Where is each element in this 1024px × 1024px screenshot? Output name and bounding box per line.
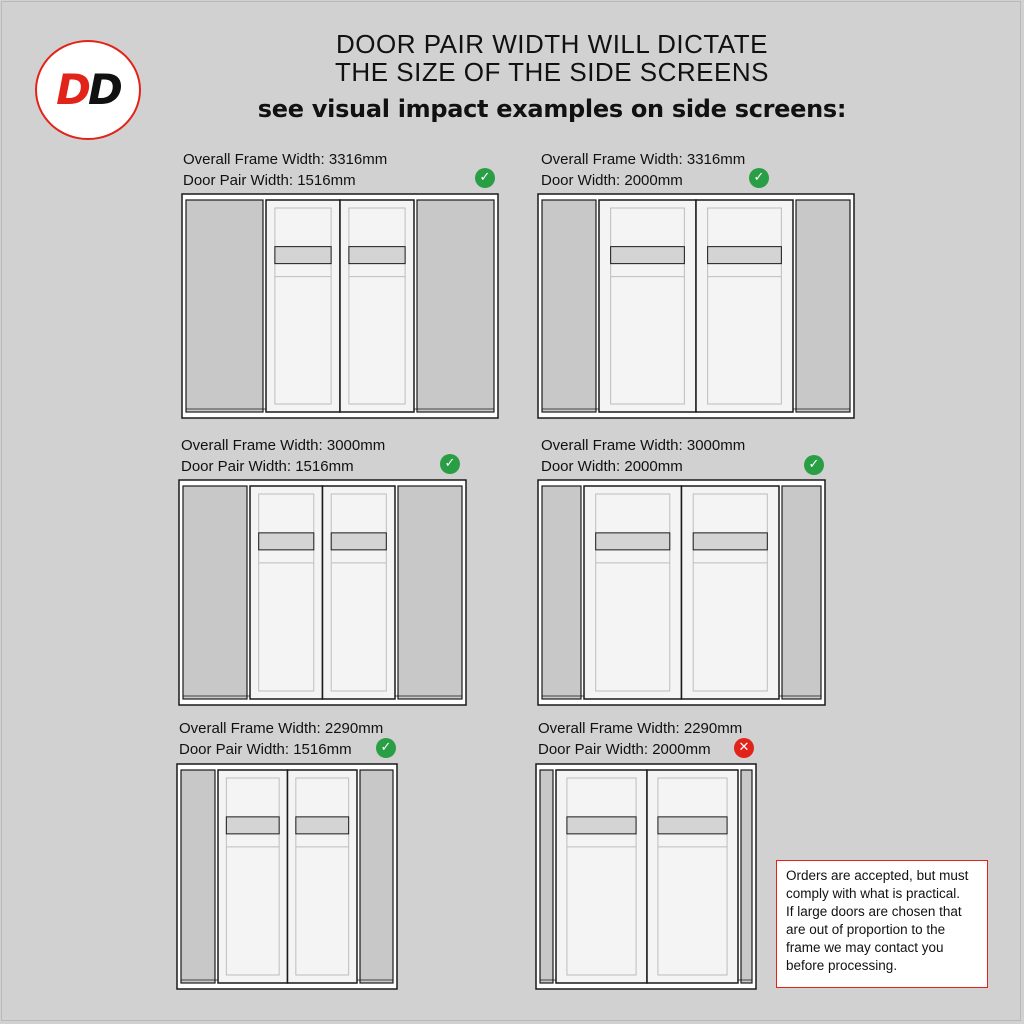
- example-1-frame-width: Overall Frame Width: 3316mm: [183, 151, 388, 168]
- practicality-note: [776, 860, 988, 988]
- example-2-frame: [538, 194, 854, 418]
- glass-strip: [296, 817, 349, 834]
- example-4-door-width: Door Width: 2000mm: [541, 458, 683, 475]
- example-5-frame-width: Overall Frame Width: 2290mm: [179, 720, 384, 737]
- glass-strip: [275, 247, 331, 264]
- subheading: see visual impact examples on side screens:: [257, 95, 847, 123]
- example-1-check-icon: ✓: [475, 168, 495, 188]
- note-line-5: frame we may contact you: [786, 940, 944, 955]
- left-side-screen: [542, 200, 596, 412]
- glass-strip: [349, 247, 405, 264]
- glass-strip: [259, 533, 314, 550]
- note-line-1: Orders are accepted, but must: [786, 868, 969, 883]
- example-6-cross-icon: ✕: [734, 738, 754, 758]
- example-2-check-icon: ✓: [749, 168, 769, 188]
- example-1-frame: [182, 194, 498, 418]
- example-4-frame: [538, 480, 825, 705]
- example-5-frame: [177, 764, 397, 989]
- glass-strip: [611, 247, 685, 264]
- right-door: [288, 770, 358, 983]
- right-side-screen: [796, 200, 850, 412]
- example-3-frame-width: Overall Frame Width: 3000mm: [181, 437, 386, 454]
- example-1-door-width: Door Pair Width: 1516mm: [183, 172, 356, 189]
- glass-strip: [226, 817, 279, 834]
- right-door: [323, 486, 396, 699]
- right-side-screen: [398, 486, 462, 699]
- headline-line-2: THE SIZE OF THE SIDE SCREENS: [335, 57, 769, 87]
- example-5-door-width: Door Pair Width: 1516mm: [179, 741, 352, 758]
- left-door: [556, 770, 647, 983]
- note-line-2: comply with what is practical.: [786, 886, 961, 901]
- note-line-6: before processing.: [786, 958, 898, 973]
- example-6-frame-width: Overall Frame Width: 2290mm: [538, 720, 743, 737]
- left-side-screen: [542, 486, 581, 699]
- right-door: [696, 200, 793, 412]
- example-5-check-icon: ✓: [376, 738, 396, 758]
- glass-strip: [331, 533, 386, 550]
- note-line-4: are out of proportion to the: [786, 922, 946, 937]
- left-side-screen: [181, 770, 215, 983]
- example-4-check-icon: ✓: [804, 455, 824, 475]
- example-4-frame-width: Overall Frame Width: 3000mm: [541, 437, 746, 454]
- left-door: [266, 200, 340, 412]
- right-side-screen: [782, 486, 821, 699]
- example-3-frame: [179, 480, 466, 705]
- example-6-frame: [536, 764, 756, 989]
- glass-strip: [596, 533, 670, 550]
- glass-strip: [658, 817, 727, 834]
- logo-lettering: DD: [56, 65, 120, 114]
- right-side-screen: [741, 770, 752, 983]
- glass-strip: [567, 817, 636, 834]
- example-2-frame-width: Overall Frame Width: 3316mm: [541, 151, 746, 168]
- glass-strip: [708, 247, 782, 264]
- glass-strip: [693, 533, 767, 550]
- right-door: [340, 200, 414, 412]
- left-door: [218, 770, 288, 983]
- headline-line-1: DOOR PAIR WIDTH WILL DICTATE: [336, 29, 768, 59]
- example-3-check-icon: ✓: [440, 454, 460, 474]
- left-door: [584, 486, 682, 699]
- left-door: [250, 486, 323, 699]
- left-side-screen: [540, 770, 553, 983]
- left-side-screen: [183, 486, 247, 699]
- example-2-door-width: Door Width: 2000mm: [541, 172, 683, 189]
- example-3-door-width: Door Pair Width: 1516mm: [181, 458, 354, 475]
- right-side-screen: [417, 200, 494, 412]
- note-line-3: If large doors are chosen that: [786, 904, 962, 919]
- left-side-screen: [186, 200, 263, 412]
- right-door: [682, 486, 780, 699]
- example-6-door-width: Door Pair Width: 2000mm: [538, 741, 711, 758]
- right-door: [647, 770, 738, 983]
- right-side-screen: [360, 770, 393, 983]
- left-door: [599, 200, 696, 412]
